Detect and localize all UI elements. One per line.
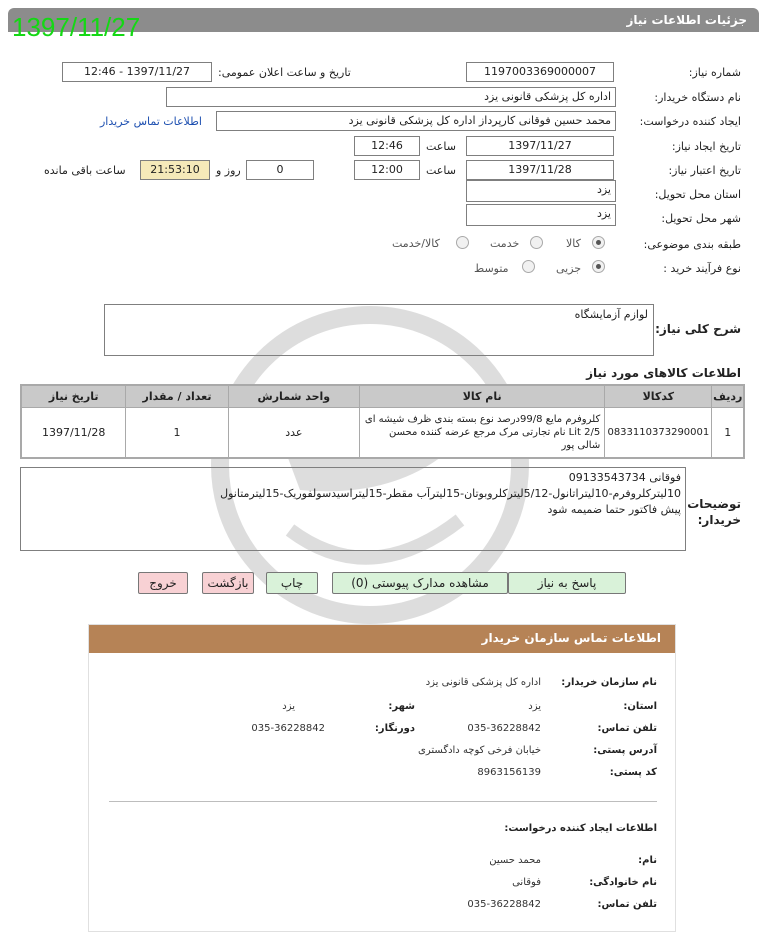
buyer-contact-link[interactable]: اطلاعات تماس خریدار [100,115,202,128]
contact-phone-value: 035-36228842 [467,723,541,734]
creator-name-label: نام: [638,855,657,866]
days-label: روز و [216,164,241,177]
creator-family-value: فوقانی [512,877,541,888]
category-goods-radio[interactable] [592,236,605,249]
back-button[interactable]: بازگشت [202,572,254,594]
col-date: تاریخ نیاز [22,386,126,408]
col-row: ردیف [712,386,744,408]
announce-field: 1397/11/27 - 12:46 [62,62,212,82]
contact-postal-value: 8963156139 [477,767,541,778]
process-medium-text: متوسط [474,262,509,275]
items-table [21,385,744,458]
contact-city-label: شهر: [388,701,415,712]
creator-phone-value: 035-36228842 [467,899,541,910]
created-date-label: تاریخ ایجاد نیاز: [671,140,741,153]
need-number-label: شماره نیاز: [688,66,741,79]
days-field: 0 [246,160,314,180]
description-field [104,304,654,356]
contact-panel-title: اطلاعات تماس سازمان خریدار [481,631,661,645]
process-medium-radio[interactable] [522,260,535,273]
col-name: نام کالا [360,386,605,408]
process-minor-radio[interactable] [592,260,605,273]
creator-family-label: نام خانوادگی: [589,877,657,888]
contact-org-value: اداره کل پزشکی قانونی یزد [425,677,541,688]
cell-date: 1397/11/28 [22,408,126,458]
cell-qty: 1 [126,408,228,458]
creator-name-value: محمد حسین [489,855,541,866]
print-button[interactable]: چاپ [266,572,318,594]
table-row [22,408,744,458]
contact-city-value: یزد [282,701,295,712]
category-goods-text: کالا [566,237,581,250]
creator-phone-label: تلفن تماس: [597,899,657,910]
created-time-label: ساعت [426,140,456,153]
reply-button[interactable]: پاسخ به نیاز [508,572,626,594]
notes-line-3: پیش فاکتور حتما ضمیمه شود [547,503,681,516]
notes-label: توضیحات خریدار: [687,497,741,527]
col-code: کدکالا [605,386,712,408]
created-date-field: 1397/11/27 [466,136,614,156]
created-time-field: 12:46 [354,136,420,156]
creator-field: محمد حسین فوقانی کارپرداز اداره کل پزشکی قانونی یزد [216,111,616,131]
category-both-radio[interactable] [456,236,469,249]
process-label: نوع فرآیند خرید : [663,262,741,275]
province-label: استان محل تحویل: [654,188,741,201]
attachments-button[interactable]: مشاهده مدارک پیوستی (0) [332,572,508,594]
creator-label: ایجاد کننده درخواست: [639,115,741,128]
notes-line-2: 10لیترکلروفرم-10لیتراتانول-5/12لیترکلروبوتان-15لیترآب مقطر-15لیتراسیدسولفوریک-15لیترمتانول [220,487,681,500]
announce-label: تاریخ و ساعت اعلان عمومی: [218,66,351,79]
items-header-row [22,386,744,408]
buyer-org-label: نام دستگاه خریدار: [654,91,741,104]
contact-phone-label: تلفن تماس: [597,723,657,734]
cell-code: 0833110373290001 [605,408,712,458]
notes-line-1: فوقانی 09133543734 [568,471,681,484]
exit-button[interactable]: خروج [138,572,188,594]
province-field: یزد [466,180,616,202]
contact-address-value: خیابان فرخی کوچه دادگستری [418,745,541,756]
description-label: شرح کلی نیاز: [655,322,741,336]
notes-field [20,467,686,551]
category-both-text: کالا/خدمت [392,237,440,250]
contact-address-label: آدرس پستی: [593,745,657,756]
validity-time-field: 12:00 [354,160,420,180]
items-table-wrap [20,384,745,459]
validity-time-label: ساعت [426,164,456,177]
contact-province-label: استان: [623,701,657,712]
process-minor-text: جزیی [556,262,582,275]
cell-unit: عدد [228,408,359,458]
contact-panel [88,624,676,932]
buyer-org-field: اداره کل پزشکی قانونی یزد [166,87,616,107]
contact-postal-label: کد پستی: [609,767,657,778]
need-number-field: 1197003369000007 [466,62,614,82]
city-label: شهر محل تحویل: [661,212,741,225]
col-qty: تعداد / مقدار [126,386,228,408]
contact-fax-value: 035-36228842 [251,723,325,734]
page-title: جزئیات اطلاعات نیاز [626,13,747,27]
validity-label: تاریخ اعتبار نیاز: [668,164,741,177]
description-text: لوازم آزمایشگاه [574,308,648,321]
remaining-time-field: 21:53:10 [140,160,210,180]
contact-province-value: یزد [528,701,541,712]
validity-date-field: 1397/11/28 [466,160,614,180]
category-label: طبقه بندی موضوعی: [643,238,741,251]
date-stamp: 1397/11/27 [12,12,141,42]
creator-info-title: اطلاعات ایجاد کننده درخواست: [504,823,657,834]
cell-name: کلروفرم مایع 99/8درصد نوع بسته بندی ظرف شیشه ای 2/5 Lit نام تجارتی مرک مرجع عرضه کننده محسن شالی پور [360,408,605,458]
items-title: اطلاعات کالاهای مورد نیاز [586,366,741,380]
col-unit: واحد شمارش [228,386,359,408]
contact-org-label: نام سازمان خریدار: [561,677,657,688]
city-field: یزد [466,204,616,226]
contact-fax-label: دورنگار: [374,723,415,734]
contact-panel-header [89,625,675,653]
remaining-label: ساعت باقی مانده [44,164,126,177]
category-service-text: خدمت [490,237,520,250]
panel-divider [109,801,657,802]
cell-row: 1 [712,408,744,458]
category-service-radio[interactable] [530,236,543,249]
